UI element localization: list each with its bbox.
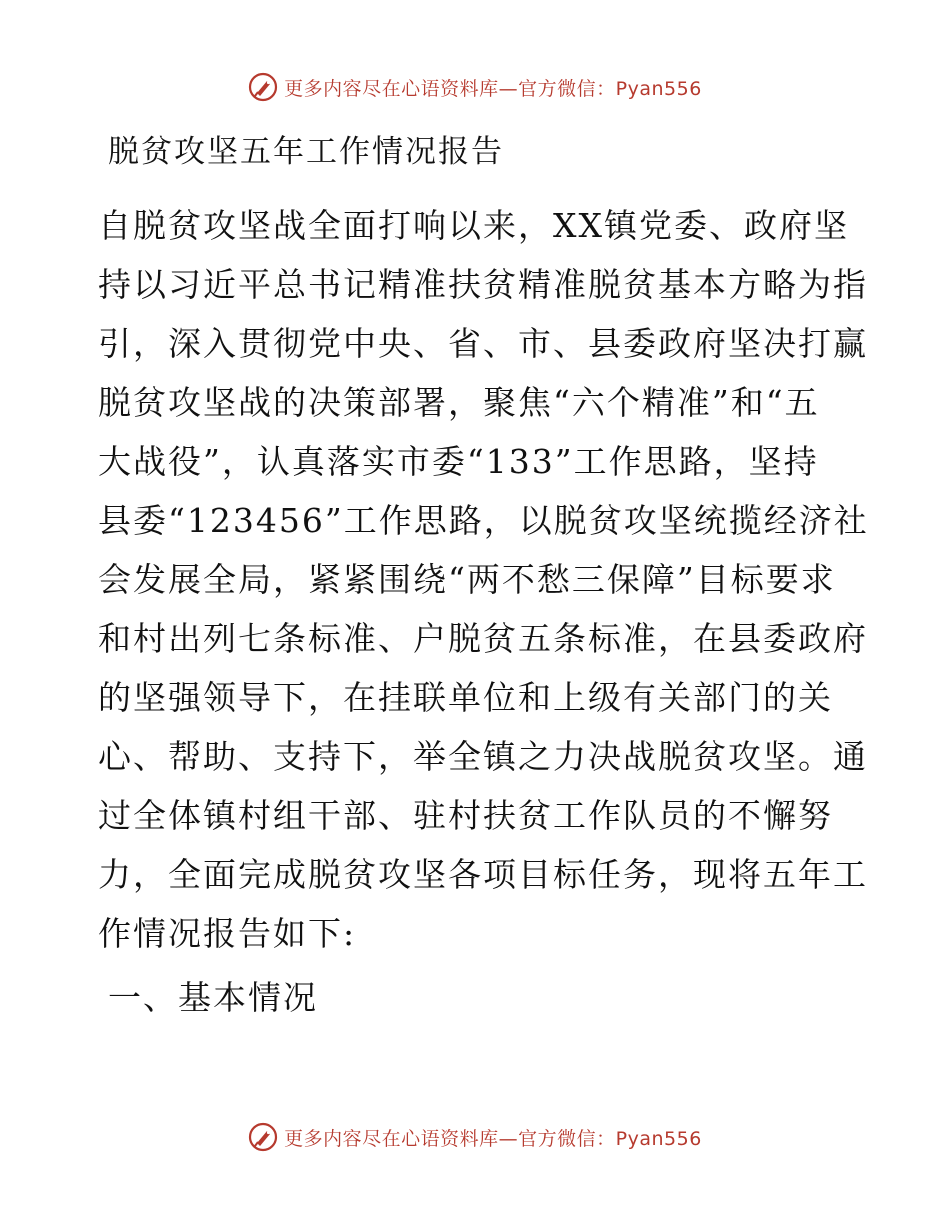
paragraph-line: 持以习近平总书记精准扶贫精准脱贫基本方略为指 xyxy=(98,265,868,304)
paragraph-line: 自脱贫攻坚战全面打响以来，XX镇党委、政府坚 xyxy=(98,206,849,245)
document-title: 脱贫攻坚五年工作情况报告 xyxy=(108,134,504,170)
paragraph-line: 和村出列七条标准、户脱贫五条标准，在县委政府 xyxy=(98,619,868,658)
paragraph-line: 大战役”，认真落实市委“133”工作思路，坚持 xyxy=(98,442,819,481)
watermark-text: 更多内容尽在心语资料库—官方微信：Pyan556 xyxy=(284,1127,702,1150)
section-heading: 一、基本情况 xyxy=(108,978,318,1017)
pen-nib-logo-icon xyxy=(248,72,278,102)
watermark-footer xyxy=(0,1122,950,1152)
paragraph-line: 作情况报告如下: xyxy=(98,914,357,953)
watermark-text: 更多内容尽在心语资料库—官方微信：Pyan556 xyxy=(284,77,702,100)
paragraph-line: 的坚强领导下，在挂联单位和上级有关部门的关 xyxy=(98,678,833,717)
paragraph-line: 引，深入贯彻党中央、省、市、县委政府坚决打赢 xyxy=(98,324,868,363)
pen-nib-logo-icon xyxy=(248,1122,278,1152)
watermark-header xyxy=(0,72,950,102)
paragraph-line: 脱贫攻坚战的决策部署，聚焦“六个精准”和“五 xyxy=(98,383,820,422)
paragraph-line: 心、帮助、支持下，举全镇之力决战脱贫攻坚。通 xyxy=(98,737,868,776)
paragraph-line: 县委“123456”工作思路，以脱贫攻坚统揽经济社 xyxy=(98,501,869,540)
paragraph-line: 过全体镇村组干部、驻村扶贫工作队员的不懈努 xyxy=(98,796,833,835)
body-paragraph xyxy=(98,196,869,963)
paragraph-line: 会发展全局，紧紧围绕“两不愁三保障”目标要求 xyxy=(98,560,836,599)
paragraph-line: 力，全面完成脱贫攻坚各项目标任务，现将五年工 xyxy=(98,855,868,894)
